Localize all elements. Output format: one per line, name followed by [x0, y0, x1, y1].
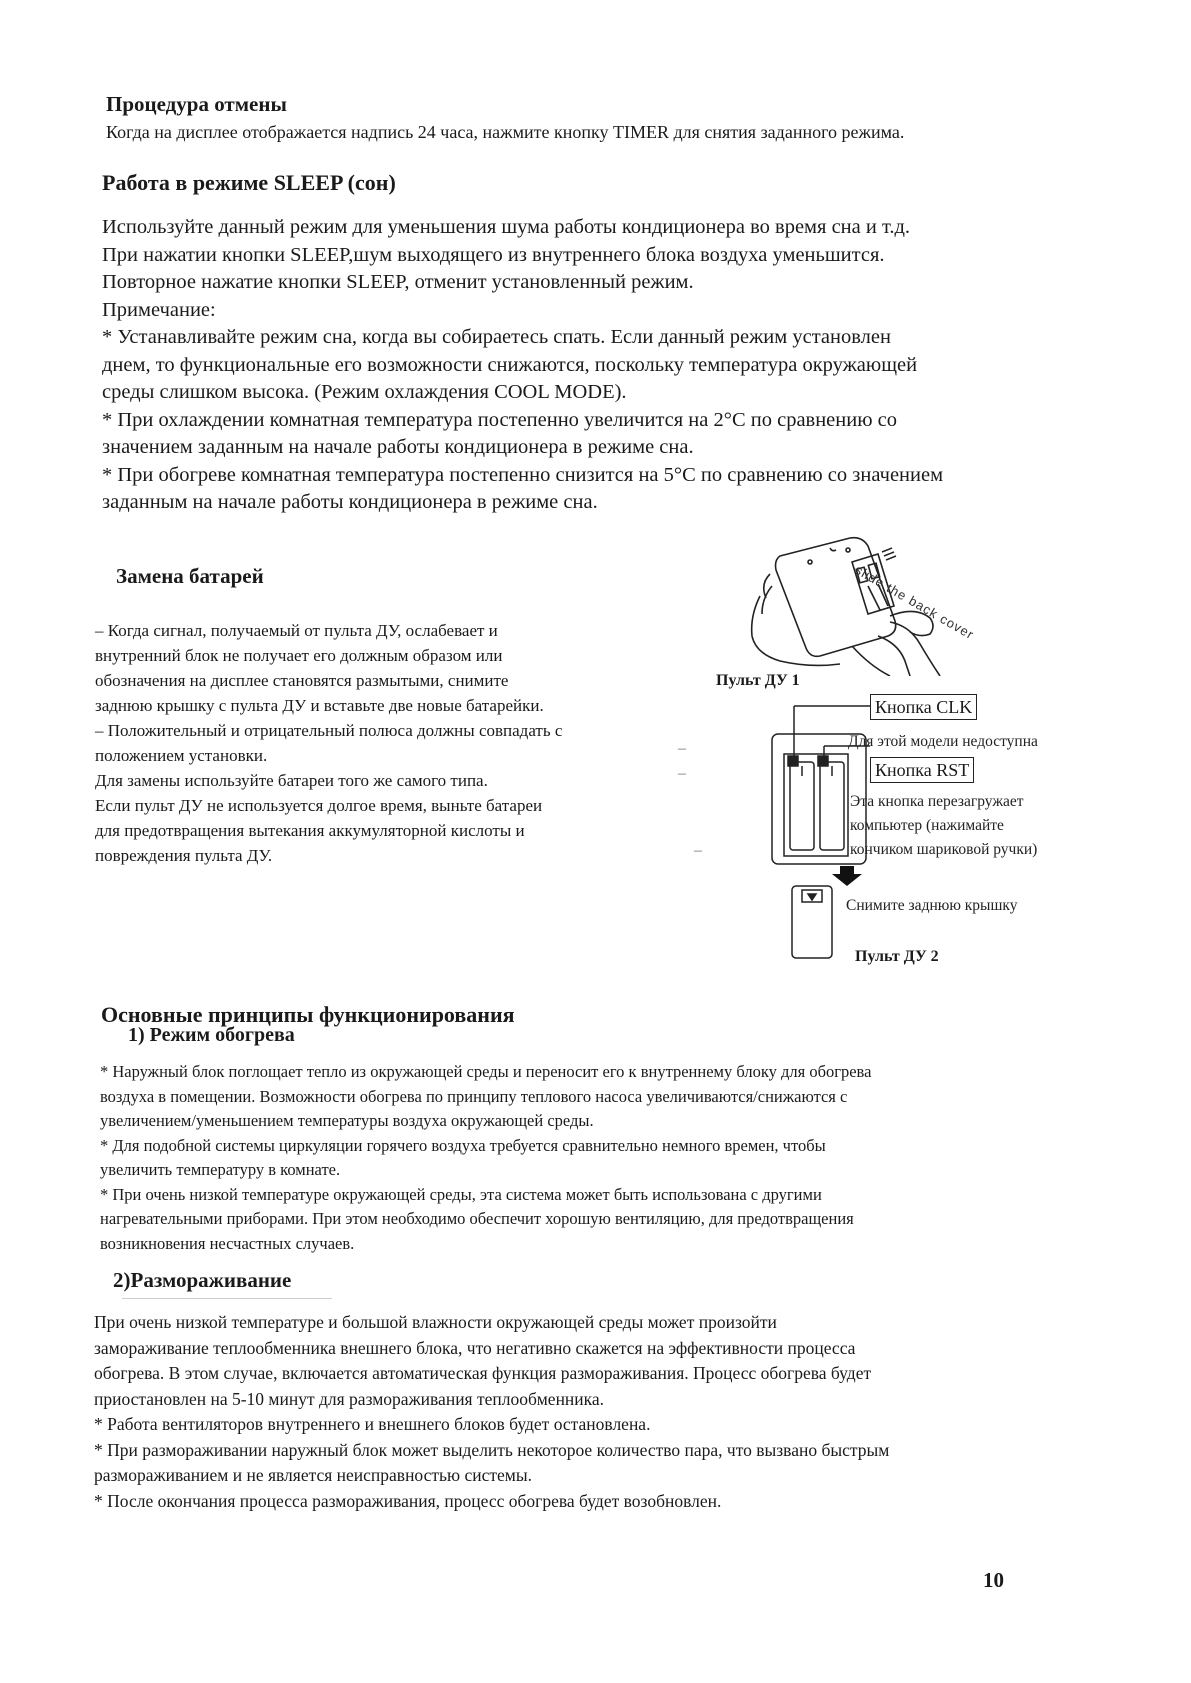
defrost-line: обогрева. В этом случае, включается автоматическая функция размораживания. Процесс обогрева будет	[94, 1363, 872, 1383]
battery-line: для предотвращения вытекания аккумуляторной кислоты и	[95, 821, 525, 840]
sleep-line: Используйте данный режим для уменьшения шума работы кондиционера во время сна и т.д.	[102, 216, 911, 238]
defrost-line: размораживанием и не является неисправностью системы.	[94, 1465, 532, 1485]
sleep-line: значением заданным на начале работы кондиционера в режиме сна.	[102, 436, 694, 458]
defrost-line: * Работа вентиляторов внутреннего и внешнего блоков будет остановлена.	[94, 1414, 651, 1434]
battery-line: Для замены используйте батареи того же самого типа.	[95, 771, 488, 790]
heating-line: увеличением/уменьшением температуры воздуха окружающей среды.	[100, 1111, 594, 1130]
battery-line: повреждения пульта ДУ.	[95, 846, 273, 865]
dash-mark: –	[678, 740, 686, 757]
sleep-line: заданным на начале работы кондиционера в режиме сна.	[102, 491, 598, 513]
heating-line: возникновения несчастных случаев.	[100, 1233, 355, 1253]
remote2-caption: Пульт ДУ 2	[855, 948, 939, 965]
battery-line: заднюю крышку с пульта ДУ и вставьте две новые батарейки.	[95, 696, 544, 715]
page-number: 10	[983, 1568, 1004, 1592]
remote-hand-illustration	[740, 526, 1010, 676]
principles-title: Основные принципы функционирования	[101, 1002, 515, 1027]
dash-mark: –	[678, 765, 686, 782]
rst-note-line: кончиком шариковой ручки)	[850, 841, 1038, 858]
sleep-line: Примечание:	[102, 298, 216, 321]
heating-line: * При очень низкой температуре окружающей среды, эта система может быть использована с другими	[100, 1184, 822, 1204]
battery-line: Если пульт ДУ не используется долгое время, выньте батареи	[95, 796, 543, 815]
remove-cover-text: Снимите заднюю крышку	[846, 897, 1018, 914]
defrost-line: * После окончания процесса размораживания, процесс обогрева будет возобновлен.	[94, 1490, 722, 1511]
remote1-caption: Пульт ДУ 1	[716, 672, 800, 689]
defrost-body	[94, 1310, 889, 1514]
rst-note	[850, 790, 1037, 862]
defrost-line: приостановлен на 5-10 минут для размораживания теплообменника.	[94, 1388, 605, 1409]
heating-line: воздуха в помещении. Возможности обогрева по принципу теплового насоса увеличиваются/снижаются с	[100, 1086, 848, 1106]
battery-title: Замена батарей	[116, 564, 264, 588]
heating-line: * Для подобной системы циркуляции горячего воздуха требуется сравнительно немного времен, чтобы	[100, 1135, 826, 1155]
battery-line: обозначения на дисплее становятся размытыми, снимите	[95, 671, 509, 690]
rst-button-label: Кнопка RST	[870, 757, 974, 783]
battery-line: – Положительный и отрицательный полюса должны совпадать с	[95, 721, 563, 740]
cancel-title: Процедура отмены	[106, 92, 287, 116]
sleep-line: Повторное нажатие кнопки SLEEP, отменит установленный режим.	[102, 271, 694, 293]
sleep-line: При нажатии кнопки SLEEP,шум выходящего из внутреннего блока воздуха уменьшится.	[102, 243, 885, 266]
heating-line: увеличить температуру в комнате.	[100, 1160, 341, 1179]
sleep-title: Работа в режиме SLEEP (сон)	[102, 170, 396, 195]
battery-line: – Когда сигнал, получаемый от пульта ДУ, ослабевает и	[95, 621, 498, 640]
sleep-line: * При охлаждении комнатная температура постепенно увеличится на 2°С по сравнению со	[102, 408, 898, 431]
battery-line: положением установки.	[95, 746, 268, 765]
sleep-body	[102, 214, 943, 517]
defrost-line: * При размораживании наружный блок может выделить некоторое количество пара, что вызвано быстрым	[94, 1439, 890, 1460]
defrost-line: замораживание теплообменника внешнего блока, что негативно скажется на эффективности процесса	[94, 1337, 856, 1358]
rst-note-line: компьютер (нажимайте	[850, 817, 1004, 834]
defrost-line: При очень низкой температуре и большой влажности окружающей среды может произойти	[94, 1312, 777, 1332]
battery-body	[95, 618, 562, 868]
sleep-line: днем, то функциональные его возможности снижаются, поскольку температура окружающей	[102, 353, 918, 376]
slide-back-cover-text: slide the back cover	[852, 562, 977, 643]
clk-button-label: Кнопка CLK	[870, 694, 977, 720]
dash-mark: –	[694, 842, 702, 859]
sleep-line: * Устанавливайте режим сна, когда вы собираетесь спать. Если данный режим установлен	[102, 326, 891, 348]
defrost-underline	[122, 1298, 332, 1299]
heating-body	[100, 1060, 871, 1256]
cancel-text: Когда на дисплее отображается надпись 24 часа, нажмите кнопку TIMER для снятия заданного режима.	[106, 122, 905, 142]
heating-line: нагревательными приборами. При этом необходимо обеспечит хорошую вентиляцию, для предотвращения	[100, 1209, 854, 1228]
heating-line: * Наружный блок поглощает тепло из окружающей среды и переносит его к внутреннему блоку для обогрева	[100, 1062, 872, 1081]
defrost-title: 2)Размораживание	[113, 1268, 292, 1292]
sleep-line: * При обогреве комнатная температура постепенно снизится на 5°С по сравнению со значением	[102, 463, 944, 486]
heating-title: 1) Режим обогрева	[128, 1024, 295, 1046]
rst-note-line: Эта кнопка перезагружает	[850, 793, 1024, 810]
sleep-line: среды слишком высока. (Режим охлаждения COOL MODE).	[102, 381, 627, 403]
battery-line: внутренний блок не получает его должным образом или	[95, 646, 503, 665]
clk-note: Для этой модели недоступна	[848, 733, 1038, 750]
